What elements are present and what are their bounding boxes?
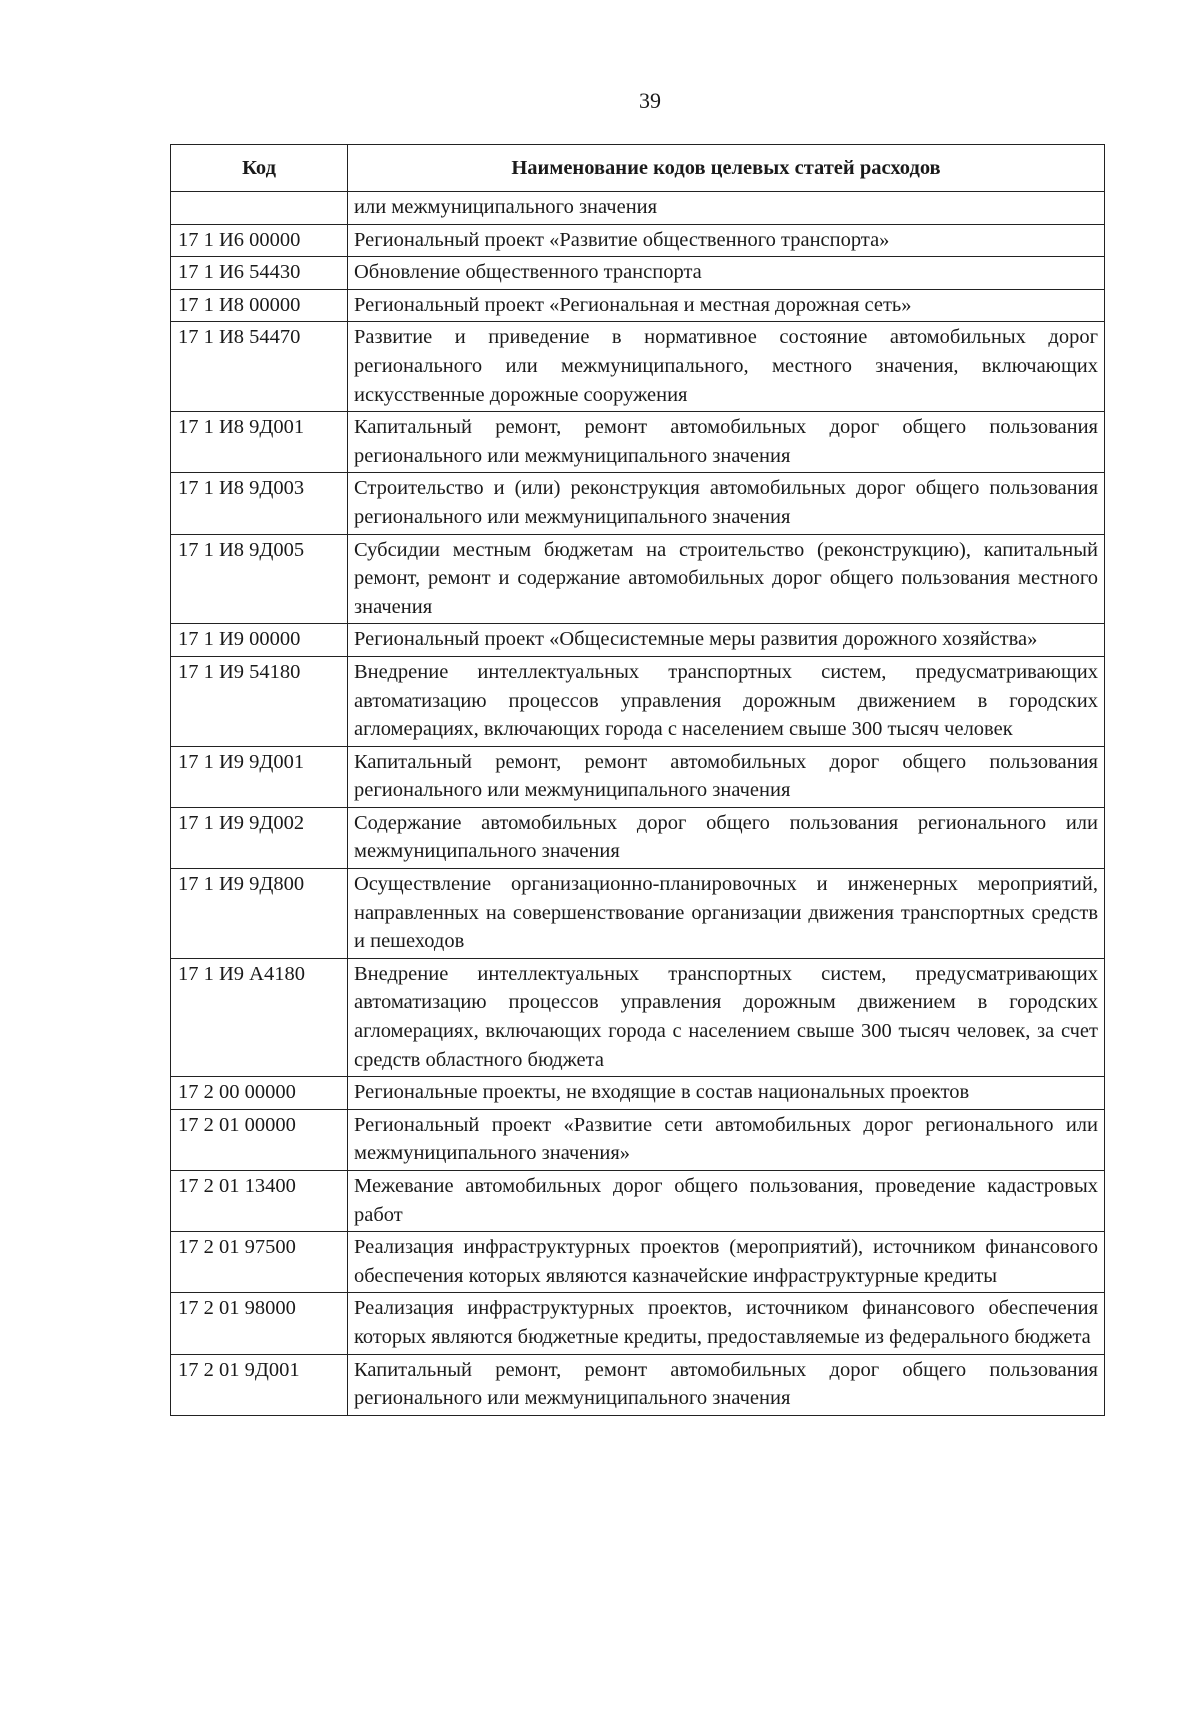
table-row <box>171 624 1105 657</box>
table-row <box>171 322 1105 412</box>
row-code: 17 1 И6 00000 <box>171 224 348 257</box>
row-name: Реализация инфраструктурных проектов, источником финансового обеспечения которых являются бюджетные кредиты, предоставляемые из федерального бюджета <box>348 1293 1105 1354</box>
row-code: 17 1 И6 54430 <box>171 257 348 290</box>
row-code: 17 1 И9 54180 <box>171 656 348 746</box>
table-row <box>171 1077 1105 1110</box>
row-code: 17 1 И9 9Д002 <box>171 807 348 868</box>
row-name: Региональный проект «Региональная и местная дорожная сеть» <box>348 289 1105 322</box>
row-name: Содержание автомобильных дорог общего пользования регионального или межмуниципального значения <box>348 807 1105 868</box>
table-row <box>171 224 1105 257</box>
table-row <box>171 1109 1105 1170</box>
row-name: Региональный проект «Развитие общественного транспорта» <box>348 224 1105 257</box>
row-name: Региональные проекты, не входящие в состав национальных проектов <box>348 1077 1105 1110</box>
row-name: Осуществление организационно-планировочных и инженерных мероприятий, направленных на совершенствование организации движения транспортных средств и пешеходов <box>348 869 1105 959</box>
row-name: Реализация инфраструктурных проектов (мероприятий), источником финансового обеспечения которых являются казначейские инфраструктурные кредиты <box>348 1232 1105 1293</box>
table-row <box>171 289 1105 322</box>
table-row <box>171 1354 1105 1415</box>
row-code: 17 2 01 98000 <box>171 1293 348 1354</box>
row-code: 17 2 01 00000 <box>171 1109 348 1170</box>
table-header-row <box>171 145 1105 192</box>
row-code: 17 1 И9 00000 <box>171 624 348 657</box>
row-code: 17 1 И9 9Д001 <box>171 746 348 807</box>
table-row <box>171 534 1105 624</box>
row-name: Развитие и приведение в нормативное состояние автомобильных дорог регионального или межмуниципального, местного значения, включающих искусственные дорожные сооружения <box>348 322 1105 412</box>
row-name: Капитальный ремонт, ремонт автомобильных дорог общего пользования регионального или межмуниципального значения <box>348 746 1105 807</box>
table-row <box>171 807 1105 868</box>
table-row <box>171 473 1105 534</box>
row-code: 17 1 И8 54470 <box>171 322 348 412</box>
row-code: 17 2 01 13400 <box>171 1171 348 1232</box>
row-name: Региональный проект «Общесистемные меры развития дорожного хозяйства» <box>348 624 1105 657</box>
table-body <box>171 192 1105 1416</box>
row-name: Субсидии местным бюджетам на строительство (реконструкцию), капитальный ремонт, ремонт и содержание автомобильных дорог общего пользования местного значения <box>348 534 1105 624</box>
row-name: Межевание автомобильных дорог общего пользования, проведение кадастровых работ <box>348 1171 1105 1232</box>
table-row <box>171 1171 1105 1232</box>
table-row <box>171 958 1105 1076</box>
row-code: 17 1 И8 9Д003 <box>171 473 348 534</box>
table-row <box>171 257 1105 290</box>
row-code: 17 2 00 00000 <box>171 1077 348 1110</box>
row-code: 17 1 И8 9Д001 <box>171 412 348 473</box>
table-row <box>171 192 1105 225</box>
row-code: 17 1 И9 А4180 <box>171 958 348 1076</box>
row-name: Строительство и (или) реконструкция автомобильных дорог общего пользования регионального или межмуниципального значения <box>348 473 1105 534</box>
row-code: 17 2 01 97500 <box>171 1232 348 1293</box>
table-row <box>171 412 1105 473</box>
column-header-name: Наименование кодов целевых статей расходов <box>348 145 1105 192</box>
row-code: 17 1 И9 9Д800 <box>171 869 348 959</box>
row-name: Капитальный ремонт, ремонт автомобильных дорог общего пользования регионального или межмуниципального значения <box>348 1354 1105 1415</box>
table-row <box>171 656 1105 746</box>
row-name: Обновление общественного транспорта <box>348 257 1105 290</box>
row-name: или межмуниципального значения <box>348 192 1105 225</box>
table-row <box>171 1232 1105 1293</box>
row-code <box>171 192 348 225</box>
row-code: 17 1 И8 9Д005 <box>171 534 348 624</box>
row-name: Региональный проект «Развитие сети автомобильных дорог регионального или межмуниципального значения» <box>348 1109 1105 1170</box>
table-row <box>171 746 1105 807</box>
column-header-code: Код <box>171 145 348 192</box>
row-code: 17 1 И8 00000 <box>171 289 348 322</box>
page-number: 39 <box>639 88 661 113</box>
table-row <box>171 869 1105 959</box>
row-name: Внедрение интеллектуальных транспортных систем, предусматривающих автоматизацию процессов управления дорожным движением в городских агломерациях, включающих города с населением свыше 300 тысяч человек <box>348 656 1105 746</box>
row-name: Капитальный ремонт, ремонт автомобильных дорог общего пользования регионального или межмуниципального значения <box>348 412 1105 473</box>
row-code: 17 2 01 9Д001 <box>171 1354 348 1415</box>
table-row <box>171 1293 1105 1354</box>
row-name: Внедрение интеллектуальных транспортных систем, предусматривающих автоматизацию процессов управления дорожным движением в городских агломерациях, включающих города с населением свыше 300 тысяч человек, за счет средств областного бюджета <box>348 958 1105 1076</box>
budget-codes-table <box>170 144 1105 1416</box>
